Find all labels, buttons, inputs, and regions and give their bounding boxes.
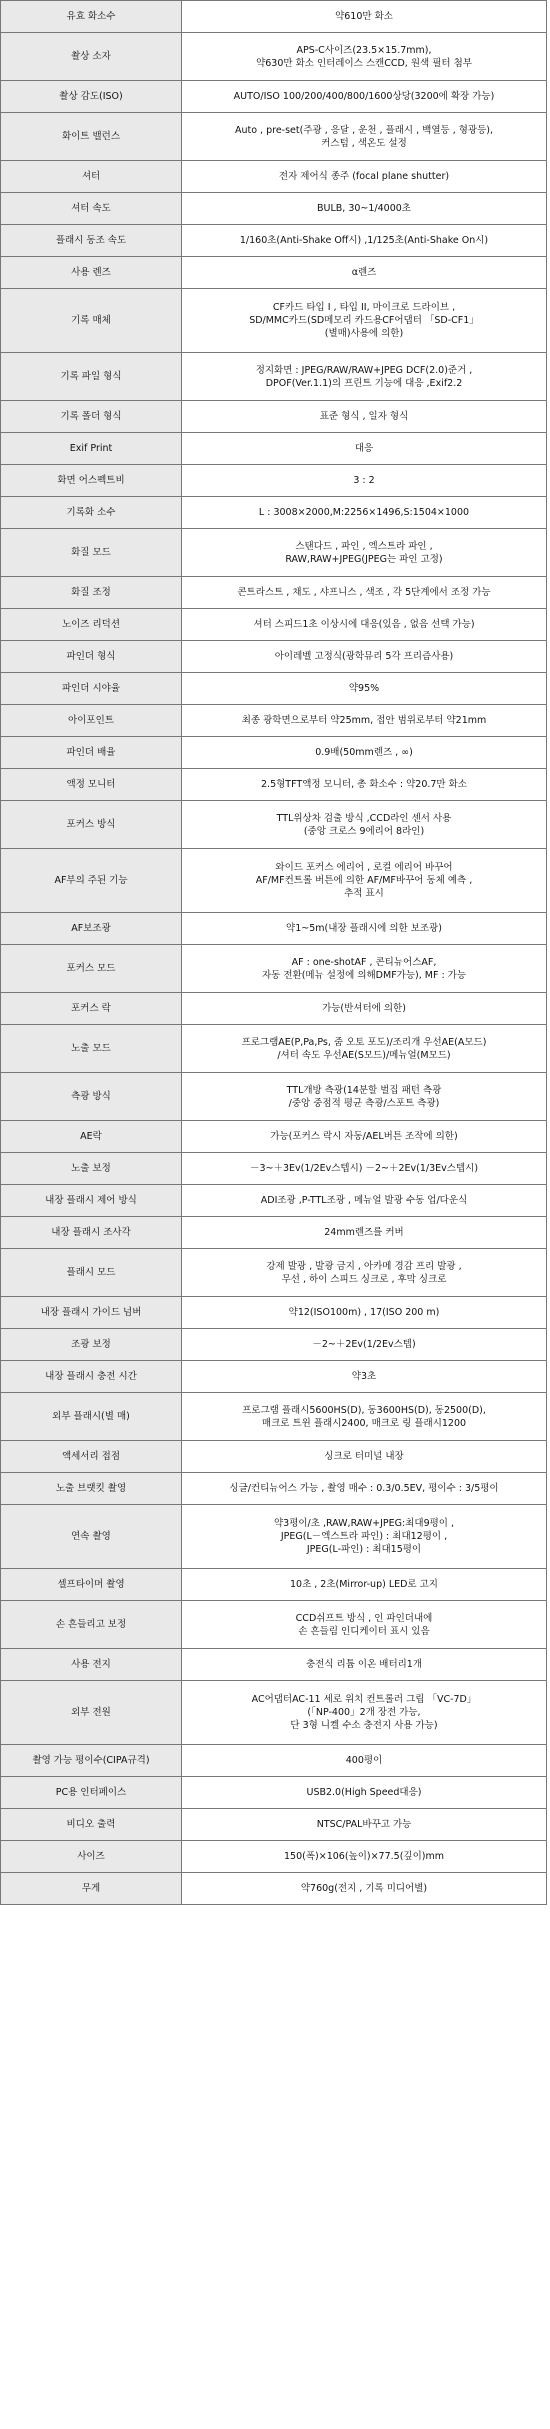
spec-value: 스탠다드 , 파인 , 엑스트라 파인 , RAW,RAW+JPEG(JPEG는 파인 고정) — [182, 529, 547, 577]
spec-label: 아이포인트 — [1, 705, 182, 737]
spec-value: 약95% — [182, 673, 547, 705]
spec-label: 내장 플래시 충전 시간 — [1, 1361, 182, 1393]
spec-row — [1, 1681, 547, 1745]
spec-value: 2.5형TFT액정 모니터, 총 화소수 : 약20.7만 화소 — [182, 769, 547, 801]
spec-label: PC용 인터페이스 — [1, 1777, 182, 1809]
spec-label: 노출 모드 — [1, 1025, 182, 1073]
spec-row — [1, 1569, 547, 1601]
spec-row — [1, 1025, 547, 1073]
spec-label: 연속 촬영 — [1, 1505, 182, 1569]
spec-label: 화질 조정 — [1, 577, 182, 609]
spec-value: 프로그램AE(P,Pa,Ps, 줌 오토 포도)/조리개 우선AE(A모드) /셔터 속도 우선AE(S모드)/메뉴얼(M모드) — [182, 1025, 547, 1073]
spec-row — [1, 1441, 547, 1473]
spec-row — [1, 433, 547, 465]
spec-value: 150(폭)×106(높이)×77.5(깊이)mm — [182, 1841, 547, 1873]
spec-value: AC어댑터AC-11 세로 위치 컨트롤러 그립 「VC-7D」 (「NP-400」2개 장전 가능, 단 3형 니켈 수소 충전지 사용 가능) — [182, 1681, 547, 1745]
spec-label: 외부 전원 — [1, 1681, 182, 1745]
spec-label: 노출 보정 — [1, 1153, 182, 1185]
spec-label: 노이즈 리덕션 — [1, 609, 182, 641]
spec-row — [1, 945, 547, 993]
spec-label: 측광 방식 — [1, 1073, 182, 1121]
spec-label: 유효 화소수 — [1, 1, 182, 33]
spec-label: Exif Print — [1, 433, 182, 465]
spec-value: ADI조광 ,P-TTL조광 , 메뉴얼 발광 수동 업/다운식 — [182, 1185, 547, 1217]
spec-value: 약610만 화소 — [182, 1, 547, 33]
spec-label: 촬영 가능 평이수(CIPA규격) — [1, 1745, 182, 1777]
spec-value: 정지화면 : JPEG/RAW/RAW+JPEG DCF(2.0)준거 , DPOF(Ver.1.1)의 프린트 기능에 대응 ,Exif2.2 — [182, 353, 547, 401]
spec-row — [1, 1809, 547, 1841]
spec-label: 플래시 모드 — [1, 1249, 182, 1297]
spec-label: 내장 플래시 제어 방식 — [1, 1185, 182, 1217]
spec-row — [1, 353, 547, 401]
spec-value: 싱크로 터미널 내장 — [182, 1441, 547, 1473]
spec-row — [1, 1185, 547, 1217]
spec-value: L : 3008×2000,M:2256×1496,S:1504×1000 — [182, 497, 547, 529]
spec-row — [1, 1329, 547, 1361]
spec-row — [1, 1153, 547, 1185]
spec-label: 포커스 락 — [1, 993, 182, 1025]
spec-value: 약3평이/초 ,RAW,RAW+JPEG:최대9평이 , JPEG(L－엑스트라 파인) : 최대12평이 , JPEG(L-파인) : 최대15평이 — [182, 1505, 547, 1569]
spec-row — [1, 913, 547, 945]
spec-row — [1, 577, 547, 609]
spec-row — [1, 1249, 547, 1297]
spec-label: 내장 플래시 가이드 넘버 — [1, 1297, 182, 1329]
spec-value: 대응 — [182, 433, 547, 465]
spec-label: 외부 플래시(별 매) — [1, 1393, 182, 1441]
spec-value: 표준 형식 , 일자 형식 — [182, 401, 547, 433]
spec-value: 24mm렌즈를 커버 — [182, 1217, 547, 1249]
spec-label: 촬상 소자 — [1, 33, 182, 81]
spec-row — [1, 1601, 547, 1649]
spec-value: 1/160초(Anti-Shake Off시) ,1/125초(Anti-Shake On시) — [182, 225, 547, 257]
spec-label: 조광 보정 — [1, 1329, 182, 1361]
spec-label: 무게 — [1, 1873, 182, 1905]
spec-label: 기록 매체 — [1, 289, 182, 353]
spec-value: CCD쉬프트 방식 , 인 파인더내에 손 흔들림 인디케이터 표시 있음 — [182, 1601, 547, 1649]
spec-row — [1, 497, 547, 529]
spec-value: 약3초 — [182, 1361, 547, 1393]
spec-row — [1, 193, 547, 225]
spec-value: α렌즈 — [182, 257, 547, 289]
spec-label: 플래시 동조 속도 — [1, 225, 182, 257]
spec-label: 화질 모드 — [1, 529, 182, 577]
spec-row — [1, 465, 547, 497]
spec-row — [1, 1297, 547, 1329]
spec-label: 기록 폴더 형식 — [1, 401, 182, 433]
spec-table-body — [1, 1, 547, 1905]
spec-value: 콘트라스트 , 채도 , 샤프니스 , 색조 , 각 5단계에서 조정 가능 — [182, 577, 547, 609]
spec-value: 약1~5m(내장 플래시에 의한 보조광) — [182, 913, 547, 945]
spec-label: 손 흔들리고 보정 — [1, 1601, 182, 1649]
spec-value: USB2.0(High Speed대응) — [182, 1777, 547, 1809]
spec-label: 셔터 속도 — [1, 193, 182, 225]
spec-value: 0.9배(50mm렌즈 , ∞) — [182, 737, 547, 769]
spec-row — [1, 33, 547, 81]
spec-label: 노출 브랫킷 촬영 — [1, 1473, 182, 1505]
spec-row — [1, 257, 547, 289]
spec-row — [1, 1473, 547, 1505]
spec-row — [1, 289, 547, 353]
spec-value: AUTO/ISO 100/200/400/800/1600상당(3200에 확장 가능) — [182, 81, 547, 113]
spec-value: －3~＋3Ev(1/2Ev스텝시) －2~＋2Ev(1/3Ev스텝시) — [182, 1153, 547, 1185]
spec-label: 파인더 형식 — [1, 641, 182, 673]
spec-value: Auto , pre-set(주광 , 응달 , 운천 , 플래시 , 백열등 , 형광등), 커스텀 , 색온도 설정 — [182, 113, 547, 161]
spec-label: 화이트 밸런스 — [1, 113, 182, 161]
spec-label: AF부의 주된 기능 — [1, 849, 182, 913]
spec-row — [1, 849, 547, 913]
spec-row — [1, 673, 547, 705]
spec-label: 사용 전지 — [1, 1649, 182, 1681]
spec-row — [1, 1873, 547, 1905]
spec-label: AE락 — [1, 1121, 182, 1153]
spec-row — [1, 1745, 547, 1777]
spec-row — [1, 1393, 547, 1441]
spec-row — [1, 1649, 547, 1681]
spec-row — [1, 1073, 547, 1121]
spec-row — [1, 113, 547, 161]
spec-value: 가능(반셔터에 의한) — [182, 993, 547, 1025]
spec-value: TTL개방 측광(14분할 벌집 패턴 측광 /중앙 중점적 평균 측광/스포트 측광) — [182, 1073, 547, 1121]
spec-row — [1, 641, 547, 673]
spec-label: 포커스 방식 — [1, 801, 182, 849]
spec-row — [1, 1121, 547, 1153]
spec-value: 최종 광학면으로부터 약25mm, 접안 범위로부터 약21mm — [182, 705, 547, 737]
spec-row — [1, 161, 547, 193]
spec-row — [1, 1, 547, 33]
spec-label: AF보조광 — [1, 913, 182, 945]
spec-row — [1, 1505, 547, 1569]
spec-row — [1, 401, 547, 433]
spec-value: 약760g(전지 , 기록 미디어별) — [182, 1873, 547, 1905]
spec-row — [1, 1361, 547, 1393]
spec-label: 포커스 모드 — [1, 945, 182, 993]
spec-label: 촬상 감도(ISO) — [1, 81, 182, 113]
spec-value: 싱글/컨티뉴어스 가능 , 촬영 매수 : 0.3/0.5EV, 평이수 : 3/5평이 — [182, 1473, 547, 1505]
spec-value: 10초 , 2초(Mirror-up) LED로 고지 — [182, 1569, 547, 1601]
spec-label: 기록화 소수 — [1, 497, 182, 529]
spec-row — [1, 705, 547, 737]
spec-label: 사이즈 — [1, 1841, 182, 1873]
spec-value: TTL위상차 검출 방식 ,CCD라인 센서 사용 (중앙 크로스 9에리어 8라인) — [182, 801, 547, 849]
spec-value: AF : one-shotAF , 콘티뉴어스AF, 자동 전환(메뉴 설정에 의해DMF가능), MF : 가능 — [182, 945, 547, 993]
spec-label: 기록 파일 형식 — [1, 353, 182, 401]
spec-value: 아이레벨 고정식(광학뮤리 5각 프리즘사용) — [182, 641, 547, 673]
spec-value: 400평이 — [182, 1745, 547, 1777]
spec-value: APS-C사이즈(23.5×15.7mm), 약630만 화소 인터레이스 스캔CCD, 원색 필터 첨부 — [182, 33, 547, 81]
spec-label: 내장 플래시 조사각 — [1, 1217, 182, 1249]
spec-label: 파인더 시야율 — [1, 673, 182, 705]
spec-row — [1, 81, 547, 113]
spec-row — [1, 993, 547, 1025]
spec-row — [1, 769, 547, 801]
spec-row — [1, 1217, 547, 1249]
spec-value: 프로그램 플래시5600HS(D), 동3600HS(D), 동2500(D), 매크로 트윈 플래시2400, 매크로 링 플래시1200 — [182, 1393, 547, 1441]
spec-label: 파인더 배율 — [1, 737, 182, 769]
spec-value: 충전식 리튬 이온 배터리1개 — [182, 1649, 547, 1681]
spec-value: 약12(ISO100m) , 17(ISO 200 m) — [182, 1297, 547, 1329]
spec-label: 액세서리 접점 — [1, 1441, 182, 1473]
spec-value: NTSC/PAL바꾸고 가능 — [182, 1809, 547, 1841]
spec-label: 화면 어스펙트비 — [1, 465, 182, 497]
spec-row — [1, 609, 547, 641]
spec-value: 가능(포커스 락시 자동/AEL버튼 조작에 의한) — [182, 1121, 547, 1153]
spec-row — [1, 1777, 547, 1809]
spec-value: 전자 제어식 종주 (focal plane shutter) — [182, 161, 547, 193]
spec-label: 셔터 — [1, 161, 182, 193]
spec-value: 3 : 2 — [182, 465, 547, 497]
spec-row — [1, 225, 547, 257]
spec-label: 비디오 출력 — [1, 1809, 182, 1841]
spec-row — [1, 529, 547, 577]
spec-row — [1, 801, 547, 849]
spec-value: －2~＋2Ev(1/2Ev스텝) — [182, 1329, 547, 1361]
spec-label: 셀프타이머 촬영 — [1, 1569, 182, 1601]
spec-row — [1, 1841, 547, 1873]
spec-label: 액정 모니터 — [1, 769, 182, 801]
spec-label: 사용 렌즈 — [1, 257, 182, 289]
spec-value: 셔터 스피드1초 이상시에 대응(있음 , 없음 선택 가능) — [182, 609, 547, 641]
spec-value: BULB, 30~1/4000초 — [182, 193, 547, 225]
spec-value: CF카드 타입 I , 타입 II, 마이크로 드라이브 , SD/MMC카드(SD메모리 카드용CF어댑터 「SD-CF1」 (별매)사용에 의한) — [182, 289, 547, 353]
spec-row — [1, 737, 547, 769]
spec-value: 강제 발광 , 발광 금지 , 아카메 경감 프리 발광 , 무선 , 하이 스피드 싱크로 , 후막 싱크로 — [182, 1249, 547, 1297]
spec-value: 와이드 포커스 에리어 , 로컬 에리어 바꾸어 AF/MF컨트롤 버튼에 의한 AF/MF바꾸어 동체 예측 , 추적 표시 — [182, 849, 547, 913]
